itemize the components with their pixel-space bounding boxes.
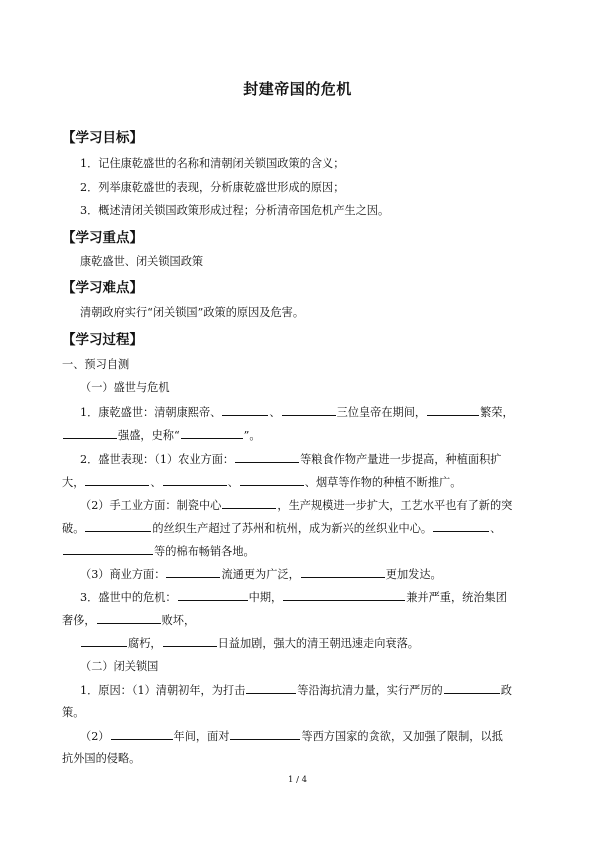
goal-item: 1．记住康乾盛世的名称和清朝闭关锁国政策的含义； [80, 157, 345, 170]
section-heading-goals: 【学习目标】 [62, 130, 143, 146]
answer-blank [81, 635, 127, 647]
answer-blank [301, 566, 385, 578]
answer-blank [63, 543, 153, 555]
answer-blank [166, 566, 220, 578]
goal-item: 2．列举康乾盛世的表现，分析康乾盛世形成的原因； [80, 181, 345, 194]
question-line: 1．康乾盛世：清朝康熙帝、 、 三位皇帝在期间， 繁荣， [80, 406, 514, 419]
question-line: 奢侈， 败坏， [62, 614, 196, 627]
answer-blank [97, 612, 161, 624]
question-line: 策。 [62, 706, 85, 719]
question-line: （2）手工业方面：制瓷中心 ，生产规模进一步扩大，工艺水平也有了新的突 [80, 499, 513, 512]
answer-blank [111, 728, 173, 740]
question-line: 3．盛世中的危机： 中期， 兼并严重，统治集团 [80, 591, 507, 604]
question-line: 破。 的丝织生产超过了苏州和杭州，成为新兴的丝织业中心。 、 [62, 522, 502, 535]
question-line: 抗外国的侵略。 [62, 752, 141, 765]
answer-blank [283, 589, 405, 601]
answer-blank [240, 474, 304, 486]
answer-blank [222, 497, 276, 509]
answer-blank [178, 589, 248, 601]
part-heading: 一、预习自测 [62, 358, 130, 371]
question-line: 等的棉布畅销各地。 [62, 543, 255, 560]
answer-blank [427, 404, 479, 416]
answer-blank [282, 404, 336, 416]
subsection-heading: （一）盛世与危机 [80, 381, 170, 394]
focus-text: 康乾盛世、闭关锁国政策 [80, 255, 204, 268]
answer-blank [163, 474, 227, 486]
subsection-heading: （二）闭关锁国 [80, 660, 159, 673]
question-line: 腐朽， 日益加剧，强大的清王朝迅速走向衰落。 [80, 635, 419, 652]
answer-blank [235, 451, 299, 463]
answer-blank [444, 682, 500, 694]
page-title: 封建帝国的危机 [243, 80, 352, 98]
question-line: （3）商业方面： 流通更为广泛， 更加发达。 [80, 568, 442, 581]
section-heading-process: 【学习过程】 [62, 332, 143, 348]
answer-blank [230, 728, 300, 740]
page-number: 1 / 4 [287, 775, 308, 785]
difficulty-text: 清朝政府实行“闭关锁国”政策的原因及危害。 [80, 306, 305, 319]
answer-blank [85, 474, 149, 486]
question-line: 大， 、 、 、烟草等作物的种植不断推广。 [62, 476, 462, 489]
section-heading-focus: 【学习重点】 [62, 230, 143, 246]
answer-blank [222, 404, 268, 416]
question-line: 1．原因：（1）清朝初年，为打击 等沿海抗清力量，实行严厉的 政 [80, 684, 512, 697]
section-heading-difficulty: 【学习难点】 [62, 280, 143, 296]
answer-blank [63, 427, 117, 439]
answer-blank [163, 635, 217, 647]
goal-item: 3．概述清闭关锁国政策形成过程；分析清帝国危机产生之因。 [80, 204, 390, 217]
answer-blank [433, 520, 489, 532]
question-line: 2．盛世表现：（1）农业方面： 等粮食作物产量进一步提高，种植面积扩 [80, 453, 502, 466]
answer-blank [85, 520, 151, 532]
answer-blank [246, 682, 296, 694]
answer-blank [181, 427, 243, 439]
question-line: （2） 年间，面对 等西方国家的贪欲，又加强了限制，以抵 [80, 730, 503, 743]
question-line: 强盛，史称“ ”。 [62, 427, 261, 444]
